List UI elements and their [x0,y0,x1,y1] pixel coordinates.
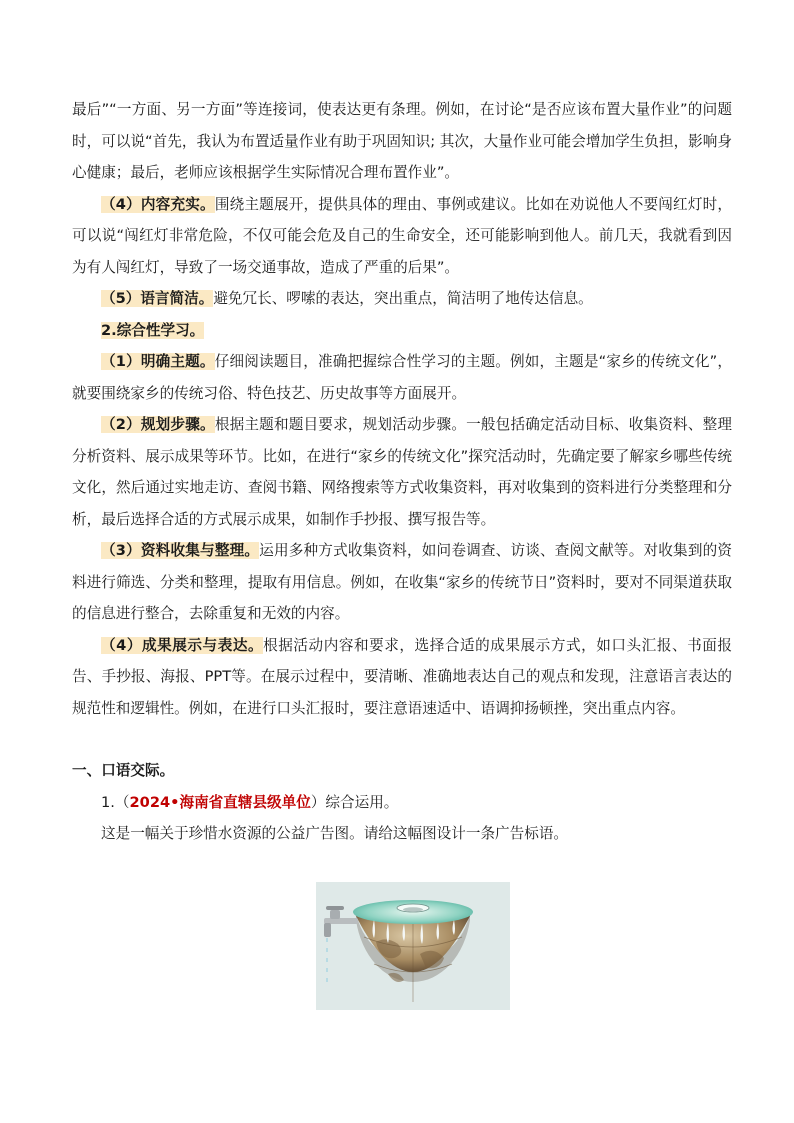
paragraph-item5 [72,283,732,315]
section2-heading [72,315,732,347]
s2-item1-text: 仔细阅读题目，准确把握综合性学习的主题。例如，主题是“家乡的传统文化”，就要围绕家乡的传统习俗、特色技艺、历史故事等方面展开。 [72,353,733,402]
spacer [72,724,732,755]
s2-item1-label: （1）明确主题。 [101,353,215,370]
s2-item2-text: 根据主题和题目要求，规划活动步骤。一般包括确定活动目标、收集资料、整理分析资料、展示成果等环节。比如，在进行“家乡的传统文化”探究活动时，先确定要了解家乡哪些传统文化，然后通过实地走访、查阅书籍、网络搜索等方式收集资料，再对收集到的资料进行分类整理和分析，最后选择合适的方式展示成果，如制作手抄报、撰写报告等。 [72,416,733,528]
q1-source: 2024•海南省直辖县级单位 [129,793,311,811]
water-conservation-ad-image [316,882,510,1010]
item5-label: （5）语言简洁。 [101,290,214,307]
paragraph-s2-item1 [72,346,732,409]
exercise-heading: 一、口语交际。 [72,762,175,779]
s2-item3-label: （3）资料收集与整理。 [101,542,260,559]
paragraph-item4 [72,189,732,284]
question-1-prompt: 这是一幅关于珍惜水资源的公益广告图。请给这幅图设计一条广告标语。 [101,825,569,842]
faucet-on-globe-illustration [316,882,510,1010]
item4-text: 围绕主题展开，提供具体的理由、事例或建议。比如在劝说他人不要闯红灯时，可以说“闯红灯非常危险，不仅可能会危及自己的生命安全，还可能影响到他人。前几天，我就看到因为有人闯红灯，导致了一场交通事故，造成了严重的后果”。 [72,195,733,276]
s2-item2-label: （2）规划步骤。 [101,416,215,433]
item4-label: （4）内容充实。 [101,195,215,213]
paragraph-intro-tail: 最后”“一方面、另一方面”等连接词，使表达更有条理。例如，在讨论“是否应该布置大量作业”的问题时，可以说“首先，我认为布置适量作业有助于巩固知识; 其次，大量作业可能会增加学生负担，影响身心健康；最后，老师应该根据学生实际情况合理布置作业”。 [72,101,732,181]
s2-item3-text: 运用多种方式收集资料，如问卷调查、访谈、查阅文献等。对收集到的资料进行筛选、分类和整理，提取有用信息。例如，在收集“家乡的传统节日”资料时，要对不同渠道获取的信息进行整合，去除重复和无效的内容。 [72,542,732,622]
q1-type: ）综合运用。 [310,793,399,811]
document-body [72,94,732,850]
s2-item4-label: （4）成果展示与表达。 [101,636,264,654]
section2-title: 2.综合性学习。 [101,321,205,339]
question-1 [72,787,732,819]
q1-number: 1.（ [101,793,130,811]
s2-item4-text: 根据活动内容和要求，选择合适的成果展示方式，如口头汇报、书面报告、手抄报、海报、PPT等。在展示过程中，要清晰、准确地表达自己的观点和发现，注意语言表达的规范性和逻辑性。例如，在进行口头汇报时，要注意语速适中、语调抑扬顿挫，突出重点内容。 [72,636,732,717]
paragraph-s2-item2 [72,409,732,535]
paragraph-s2-item4 [72,630,732,725]
paragraph-s2-item3 [72,535,732,630]
item5-text: 避免冗长、啰嗦的表达，突出重点，简洁明了地传达信息。 [213,290,593,307]
